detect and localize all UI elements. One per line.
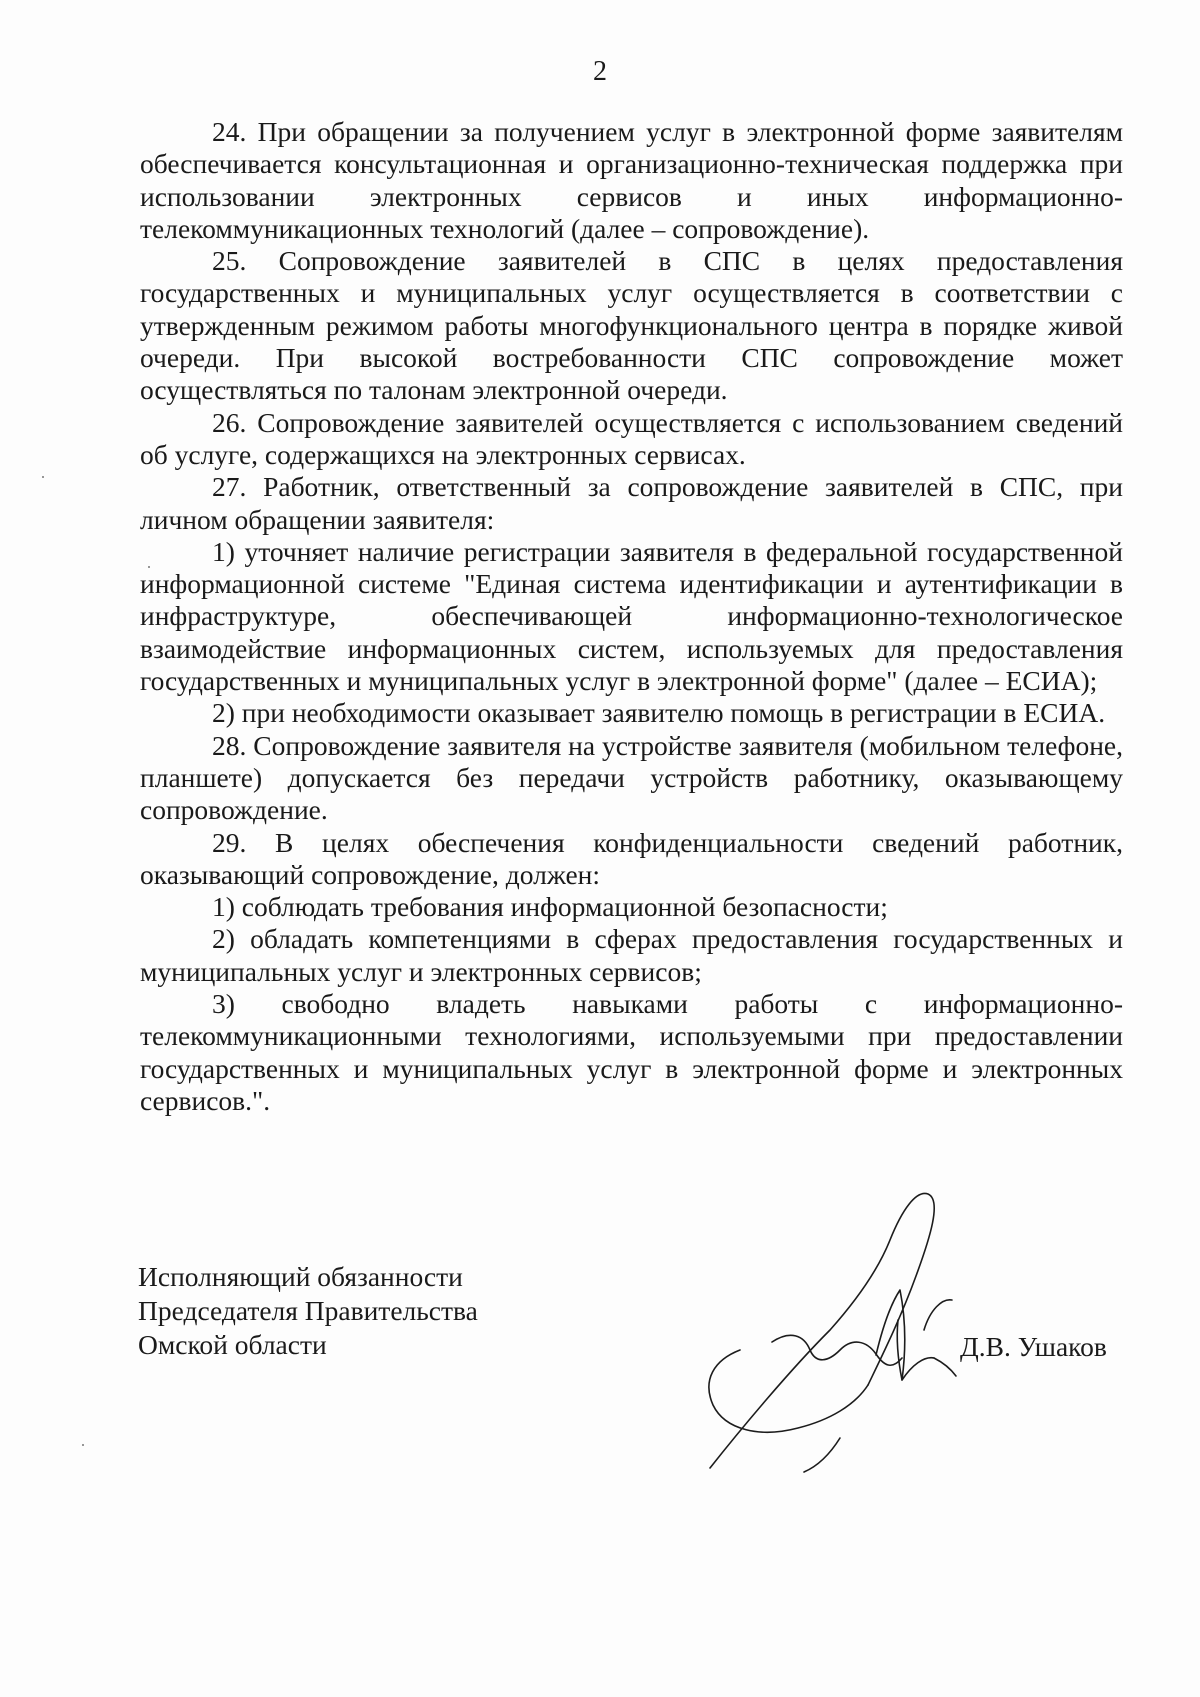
scan-speck bbox=[148, 566, 150, 568]
paragraph-25: 25. Сопровождение заявителей в СПС в целях предоставления государственных и муниципальных услуг осуществляется в соответствии с утвержденным режимом работы многофункционального центра в порядке живой очереди. При высокой востребованности СПС сопровождение может осуществляться по талонам электронной очереди. bbox=[140, 245, 1123, 406]
paragraph-26: 26. Сопровождение заявителей осуществляется с использованием сведений об услуге, содержащихся на электронных сервисах. bbox=[140, 406, 1123, 470]
paragraph-27: 27. Работник, ответственный за сопровождение заявителей в СПС, при личном обращении заявителя: bbox=[140, 471, 1123, 535]
signer-title-line: Омской области bbox=[138, 1329, 327, 1360]
paragraph-29-item-2: 2) обладать компетенциями в сферах предоставления государственных и муниципальных услуг и электронных сервисов; bbox=[140, 923, 1123, 987]
signer-title bbox=[138, 1260, 658, 1362]
signer-title-line: Председателя Правительства bbox=[138, 1295, 478, 1326]
document-body bbox=[140, 116, 1123, 1117]
paragraph-28: 28. Сопровождение заявителя на устройстве заявителя (мобильном телефоне, планшете) допускается без передачи устройств работнику, оказывающему сопровождение. bbox=[140, 729, 1123, 826]
scan-speck bbox=[82, 1444, 84, 1446]
paragraph-29-item-3: 3) свободно владеть навыками работы с информационно-телекоммуникационными технологиями, используемыми при предоставлении государственных и муниципальных услуг в электронной форме и электронных сервисов.". bbox=[140, 988, 1123, 1116]
signer-name: Д.В. Ушаков bbox=[960, 1331, 1107, 1362]
paragraph-27-item-1: 1) уточняет наличие регистрации заявителя в федеральной государственной информационной системе "Единая система идентификации и аутентификации в инфраструктуре, обеспечивающей информационно-технологическое взаимодействие информационных систем, используемых для предоставления государственных и муниципальных услуг в электронной форме" (далее – ЕСИА); bbox=[140, 535, 1123, 697]
scan-speck bbox=[42, 476, 44, 478]
paragraph-29: 29. В целях обеспечения конфиденциальности сведений работник, оказывающий сопровождение, должен: bbox=[140, 826, 1123, 890]
handwritten-signature bbox=[680, 1180, 1000, 1480]
page-number: 2 bbox=[593, 56, 607, 87]
paragraph-29-item-1: 1) соблюдать требования информационной безопасности; bbox=[212, 891, 888, 923]
signer-title-line: Исполняющий обязанности bbox=[138, 1261, 463, 1292]
paragraph-27-item-2: 2) при необходимости оказывает заявителю помощь в регистрации в ЕСИА. bbox=[212, 697, 1106, 729]
paragraph-24: 24. При обращении за получением услуг в электронной форме заявителям обеспечивается консультационная и организационно-техническая поддержка при использовании электронных сервисов и иных информационно-телекоммуникационных технологий (далее – сопровождение). bbox=[140, 116, 1123, 244]
